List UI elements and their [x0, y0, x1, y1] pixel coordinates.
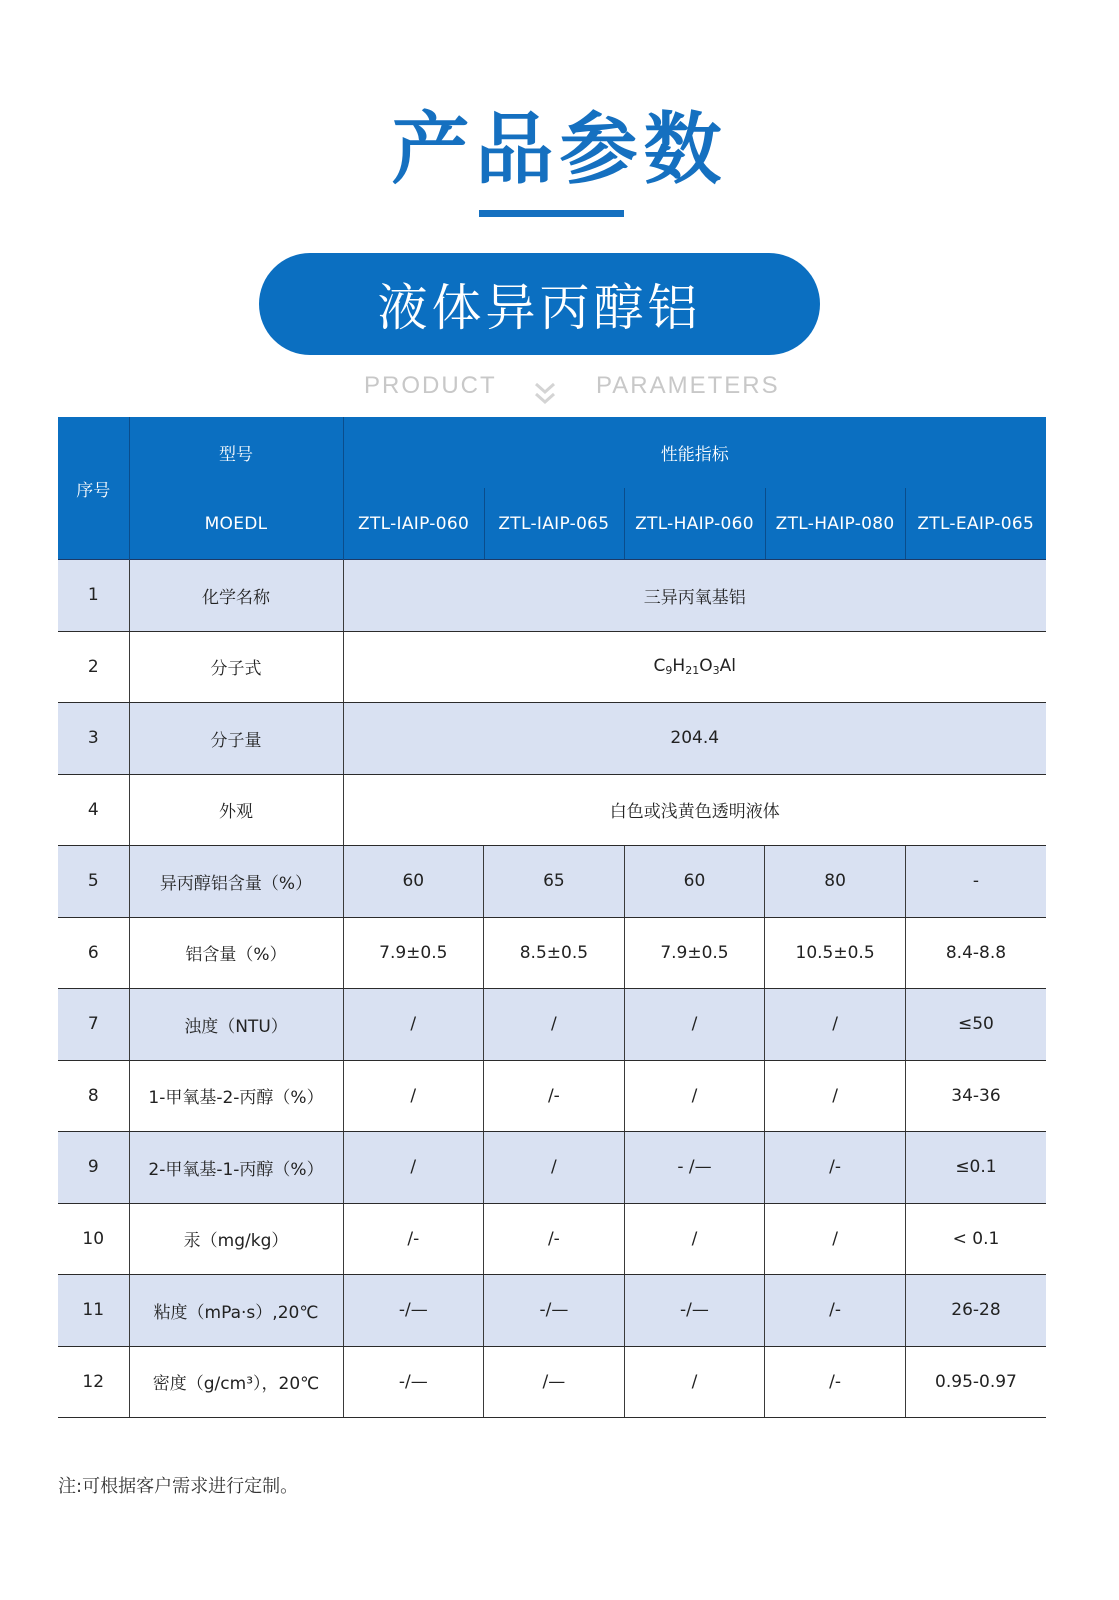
row-merged-value: 白色或浅黄色透明液体 [343, 774, 1046, 846]
cell-value: /- [343, 1203, 484, 1275]
row-item: 铝含量（%） [129, 917, 343, 989]
row-number: 8 [58, 1060, 129, 1132]
cell-value: / [484, 989, 625, 1061]
table-row [58, 1346, 1046, 1418]
molecular-formula: $C_9H_{21}O_3Al$ [343, 631, 1046, 703]
cell-value: /— [484, 1346, 625, 1418]
row-number: 11 [58, 1275, 129, 1347]
row-item: 外观 [129, 774, 343, 846]
table-row [58, 989, 1046, 1061]
cell-value: /- [765, 1132, 906, 1204]
cell-value: - [905, 846, 1046, 918]
product-name: 液体异丙醇铝 [377, 279, 702, 337]
table-row [58, 631, 1046, 703]
cell-value: / [624, 1203, 765, 1275]
cell-value: /- [484, 1060, 625, 1132]
header-model-1: ZTL-IAIP-060 [343, 488, 484, 560]
cell-value: 80 [765, 846, 906, 918]
header-performance: 性能指标 [343, 417, 1046, 488]
footnote: 注:可根据客户需求进行定制。 [58, 1476, 299, 1497]
table-row [58, 1132, 1046, 1204]
parameters-table [58, 417, 1046, 1418]
row-number: 4 [58, 774, 129, 846]
header-model-2: ZTL-IAIP-065 [484, 488, 625, 560]
table-row [58, 1275, 1046, 1347]
cell-value: -/— [343, 1275, 484, 1347]
cell-value: 60 [343, 846, 484, 918]
row-number: 7 [58, 989, 129, 1061]
subtitle [0, 372, 1119, 412]
header-model-3: ZTL-HAIP-060 [624, 488, 765, 560]
row-number: 5 [58, 846, 129, 918]
row-number: 6 [58, 917, 129, 989]
header-model-4: ZTL-HAIP-080 [765, 488, 906, 560]
cell-value: 7.9±0.5 [343, 917, 484, 989]
row-item: 分子式 [129, 631, 343, 703]
cell-value: 65 [484, 846, 625, 918]
cell-value: -/— [343, 1346, 484, 1418]
row-item: 异丙醇铝含量（%） [129, 846, 343, 918]
row-number: 9 [58, 1132, 129, 1204]
row-item: 分子量 [129, 703, 343, 775]
header-model-cn: 型号 [129, 417, 343, 488]
cell-value: -/— [484, 1275, 625, 1347]
table-row [58, 703, 1046, 775]
cell-value: < 0.1 [905, 1203, 1046, 1275]
double-chevron-down-icon [533, 380, 557, 408]
cell-value: / [343, 1132, 484, 1204]
row-item: 1-甲氧基-2-丙醇（%） [129, 1060, 343, 1132]
row-number: 1 [58, 560, 129, 632]
cell-value: / [624, 989, 765, 1061]
table-row [58, 774, 1046, 846]
row-number: 3 [58, 703, 129, 775]
row-item: 汞（mg/kg） [129, 1203, 343, 1275]
row-item: 浊度（NTU） [129, 989, 343, 1061]
cell-value: 60 [624, 846, 765, 918]
table-row [58, 846, 1046, 918]
title-underline [479, 210, 624, 217]
cell-value: / [343, 1060, 484, 1132]
header-model-5: ZTL-EAIP-065 [905, 488, 1046, 560]
table-row [58, 1203, 1046, 1275]
cell-value: 7.9±0.5 [624, 917, 765, 989]
product-name-banner [259, 253, 820, 355]
cell-value: 0.95-0.97 [905, 1346, 1046, 1418]
cell-value: / [624, 1060, 765, 1132]
row-item: 粘度（mPa·s）,20℃ [129, 1275, 343, 1347]
cell-value: / [765, 1203, 906, 1275]
header-seq: 序号 [58, 417, 129, 560]
cell-value: / [624, 1346, 765, 1418]
row-number: 2 [58, 631, 129, 703]
row-item: 密度（g/cm³），20℃ [129, 1346, 343, 1418]
row-item: 2-甲氧基-1-丙醇（%） [129, 1132, 343, 1204]
row-number: 12 [58, 1346, 129, 1418]
subtitle-parameters: PARAMETERS [596, 372, 780, 399]
cell-value: 8.5±0.5 [484, 917, 625, 989]
subtitle-product: PRODUCT [364, 372, 497, 399]
cell-value: /- [765, 1346, 906, 1418]
cell-value: / [765, 1060, 906, 1132]
row-merged-value: 三异丙氧基铝 [343, 560, 1046, 632]
table-row [58, 1060, 1046, 1132]
cell-value: 10.5±0.5 [765, 917, 906, 989]
cell-value: / [343, 989, 484, 1061]
row-merged-value: 204.4 [343, 703, 1046, 775]
cell-value: ≤0.1 [905, 1132, 1046, 1204]
cell-value: 34-36 [905, 1060, 1046, 1132]
table-row [58, 917, 1046, 989]
cell-value: 8.4-8.8 [905, 917, 1046, 989]
cell-value: /- [765, 1275, 906, 1347]
row-number: 10 [58, 1203, 129, 1275]
cell-value: ≤50 [905, 989, 1046, 1061]
cell-value: -/— [624, 1275, 765, 1347]
cell-value: /- [484, 1203, 625, 1275]
row-item: 化学名称 [129, 560, 343, 632]
cell-value: / [484, 1132, 625, 1204]
page-title: 产品参数 [391, 105, 728, 195]
table-row [58, 560, 1046, 632]
cell-value: 26-28 [905, 1275, 1046, 1347]
header-model-en: MOEDL [129, 488, 343, 560]
cell-value: / [765, 989, 906, 1061]
cell-value: - /— [624, 1132, 765, 1204]
